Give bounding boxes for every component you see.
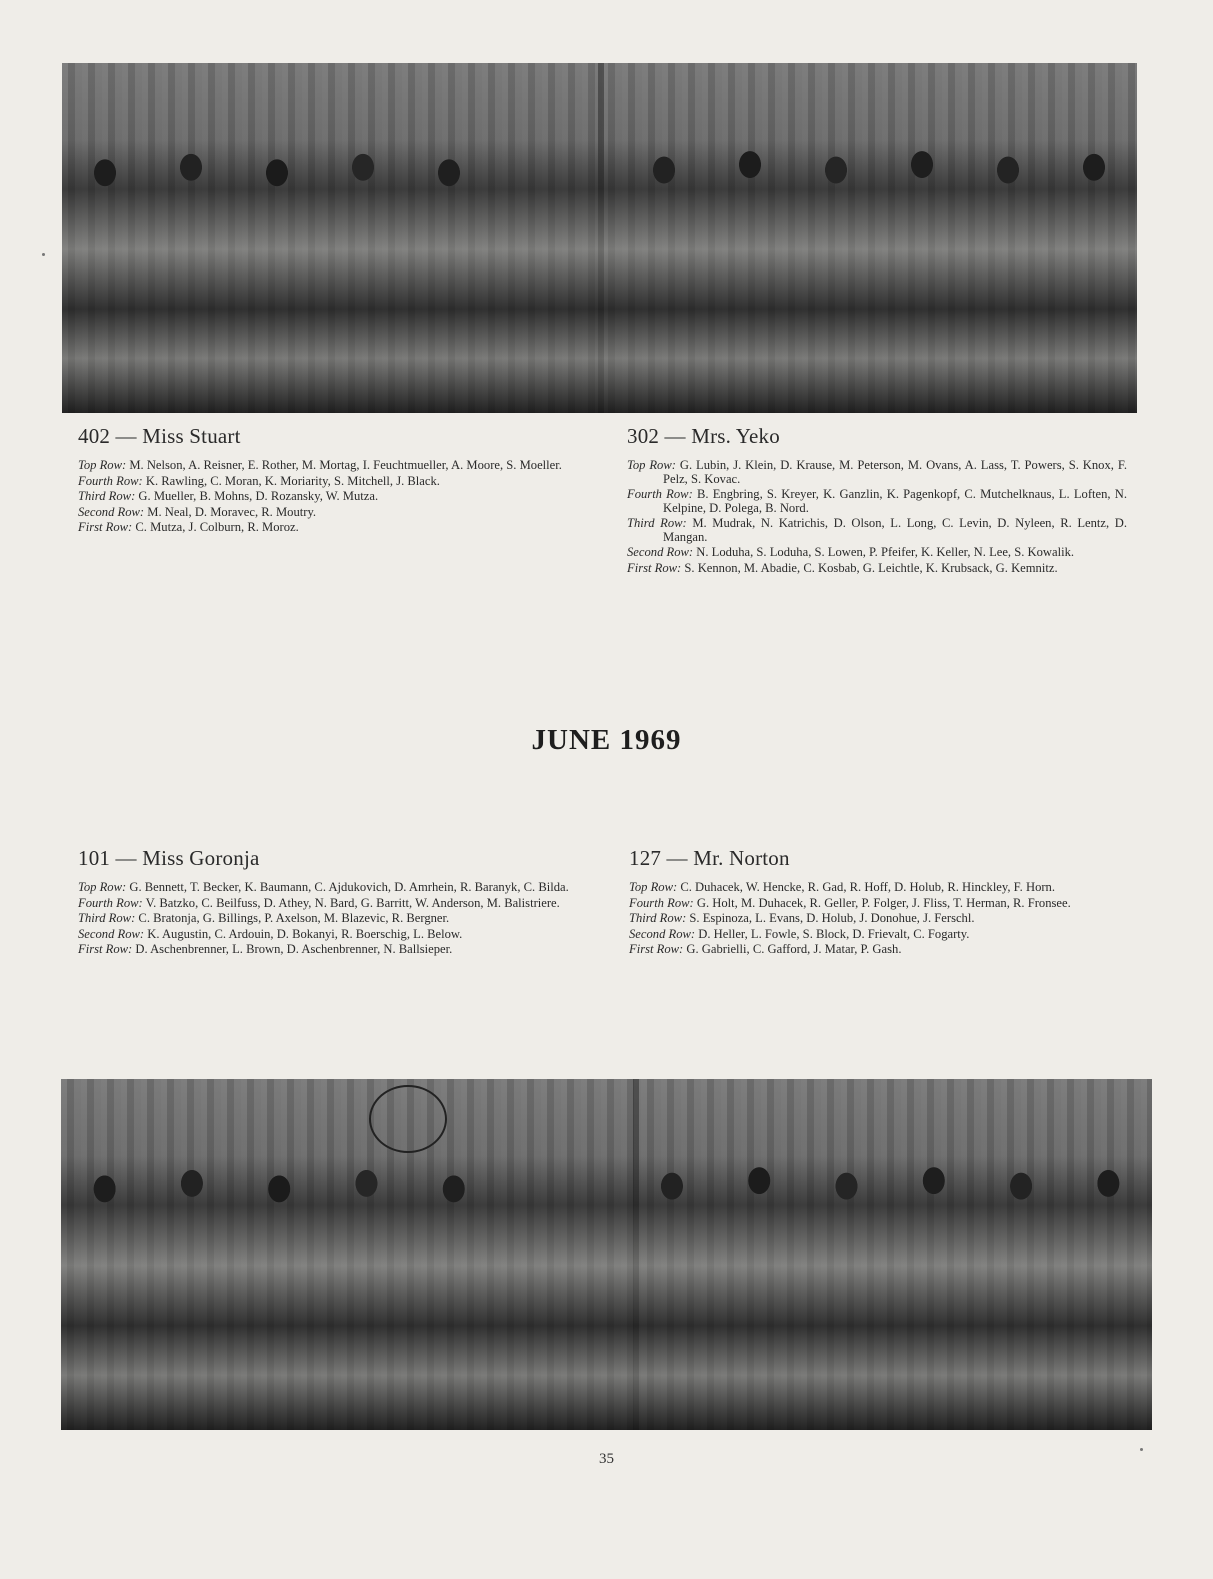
row-names: D. Heller, L. Fowle, S. Block, D. Frievalt, C. Fogarty. [698, 926, 970, 941]
class-photo-top [62, 63, 1137, 413]
row-line [629, 912, 1129, 926]
row-label: Fourth Row: [629, 895, 694, 910]
row-names: B. Engbring, S. Kreyer, K. Ganzlin, K. Pagenkopf, C. Mutchelknaus, L. Loften, N. Kelpine, D. Polega, B. Nord. [663, 487, 1127, 515]
row-names: N. Loduha, S. Loduha, S. Lowen, P. Pfeifer, K. Keller, N. Lee, S. Kowalik. [696, 545, 1075, 559]
row-label: Third Row: [627, 516, 687, 530]
row-label: Top Row: [78, 880, 127, 894]
row-names: M. Nelson, A. Reisner, E. Rother, M. Mortag, I. Feuchtmueller, A. Moore, S. Moeller. [129, 458, 562, 472]
row-names: G. Mueller, B. Mohns, D. Rozansky, W. Mutza. [138, 489, 379, 503]
photo-students [61, 1156, 1152, 1430]
row-label: Third Row: [629, 911, 687, 925]
row-names: M. Neal, D. Moravec, R. Moutry. [147, 504, 317, 519]
row-names: K. Augustin, C. Ardouin, D. Bokanyi, R. Boerschig, L. Below. [147, 926, 463, 941]
class-title: 101 — Miss Goronja [78, 846, 260, 870]
row-line [78, 943, 578, 957]
row-label: Fourth Row: [78, 473, 143, 488]
paper-speck [42, 253, 45, 256]
row-line [629, 943, 1129, 957]
row-label: Top Row: [627, 458, 676, 472]
page-heading: JUNE 1969 [531, 724, 682, 756]
row-names: G. Holt, M. Duhacek, R. Geller, P. Folger, J. Fliss, T. Herman, R. Fronsee. [696, 895, 1071, 910]
photo-caption [61, 1079, 62, 1080]
row-label: Fourth Row: [627, 487, 693, 501]
row-line [78, 490, 578, 504]
class-101-block [78, 846, 578, 959]
row-label: First Row: [78, 520, 133, 534]
photo-students [62, 140, 1137, 413]
row-names: G. Bennett, T. Becker, K. Baumann, C. Ajdukovich, D. Amrhein, R. Baranyk, C. Bilda. [129, 880, 569, 894]
row-label: Top Row: [78, 458, 127, 472]
row-names: S. Espinoza, L. Evans, D. Holub, J. Donohue, J. Ferschl. [689, 911, 975, 925]
row-line [78, 928, 578, 942]
row-line [627, 459, 1127, 486]
row-names: C. Bratonja, G. Billings, P. Axelson, M. Blazevic, R. Bergner. [138, 911, 450, 925]
row-line [78, 912, 578, 926]
class-127-block [629, 846, 1129, 959]
pen-circle-mark [369, 1085, 447, 1153]
row-label: Top Row: [629, 880, 678, 894]
row-label: Second Row: [629, 926, 696, 941]
row-label: Second Row: [78, 504, 145, 519]
row-line [78, 897, 578, 911]
row-names: G. Gabrielli, C. Gafford, J. Matar, P. Gash. [686, 942, 902, 956]
row-line [629, 928, 1129, 942]
row-line [78, 506, 578, 520]
row-line [627, 488, 1127, 515]
page-number: 35 [599, 1451, 614, 1467]
row-label: First Row: [627, 560, 682, 575]
row-names: V. Batzko, C. Beilfuss, D. Athey, N. Bard, G. Barritt, W. Anderson, M. Balistriere. [145, 895, 560, 910]
row-line [78, 521, 578, 535]
row-label: Second Row: [78, 926, 145, 941]
class-302-block [627, 424, 1127, 577]
photo-caption [62, 63, 63, 64]
row-names: S. Kennon, M. Abadie, C. Kosbab, G. Leichtle, K. Krubsack, G. Kemnitz. [684, 560, 1058, 575]
row-line [78, 475, 578, 489]
class-title: 127 — Mr. Norton [629, 846, 790, 870]
row-line [78, 881, 578, 895]
row-label: Fourth Row: [78, 895, 143, 910]
row-line [627, 546, 1127, 560]
row-label: Third Row: [78, 911, 136, 925]
row-line [629, 881, 1129, 895]
row-label: Second Row: [627, 545, 694, 559]
class-photo-bottom [61, 1079, 1152, 1430]
paper-speck [1140, 1448, 1143, 1451]
class-402-block [78, 424, 578, 537]
row-line [627, 562, 1127, 576]
row-names: K. Rawling, C. Moran, K. Moriarity, S. Mitchell, J. Black. [145, 473, 440, 488]
row-names: C. Duhacek, W. Hencke, R. Gad, R. Hoff, D. Holub, R. Hinckley, F. Horn. [680, 880, 1055, 894]
row-label: First Row: [78, 942, 133, 956]
row-names: G. Lubin, J. Klein, D. Krause, M. Peterson, M. Ovans, A. Lass, T. Powers, S. Knox, F. Pelz, S. Kovac. [663, 458, 1127, 486]
class-title: 302 — Mrs. Yeko [627, 424, 780, 448]
row-line [627, 517, 1127, 544]
row-names: C. Mutza, J. Colburn, R. Moroz. [135, 520, 299, 534]
row-label: Third Row: [78, 489, 136, 503]
row-names: D. Aschenbrenner, L. Brown, D. Aschenbrenner, N. Ballsieper. [135, 942, 453, 956]
row-names: M. Mudrak, N. Katrichis, D. Olson, L. Long, C. Levin, D. Nyleen, R. Lentz, D. Mangan. [663, 516, 1127, 544]
row-line [78, 459, 578, 473]
row-label: First Row: [629, 942, 684, 956]
row-line [629, 897, 1129, 911]
class-title: 402 — Miss Stuart [78, 424, 241, 448]
